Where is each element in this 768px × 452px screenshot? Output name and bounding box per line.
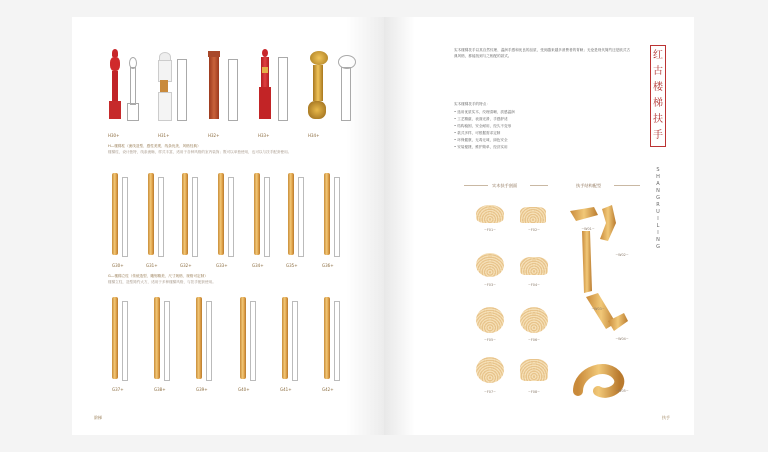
label-h34: H34+ (308, 133, 320, 138)
post-h31-outline (176, 59, 186, 119)
section-left-heading: 实木扶手剖面 (492, 183, 518, 188)
left-page (72, 17, 384, 435)
label-g38: G38+ (154, 387, 166, 392)
profile-f04 (520, 257, 548, 275)
label-g42: G42+ (322, 387, 334, 392)
baluster-g35-outline (298, 177, 304, 257)
baluster-g32-outline (192, 177, 198, 257)
baluster-g37-outline (122, 301, 128, 381)
profile-label-f01: ~F01~ (484, 228, 496, 232)
feature-bullet-3: • 结构稳固，安全耐用，经久不变形 (454, 124, 512, 128)
baluster-g32 (182, 173, 188, 255)
baluster-g36 (324, 173, 330, 255)
profile-f08 (520, 359, 548, 381)
connector-label-w01: ~W01~ (581, 227, 595, 231)
baluster-g30 (112, 173, 118, 255)
title-english: SHANGRUILING (656, 167, 662, 250)
post-h34-outline (334, 55, 356, 119)
profile-f02 (520, 207, 546, 223)
baluster-g39-outline (206, 301, 212, 381)
label-g35: G35+ (286, 263, 298, 268)
title-char-5: 扶 (653, 114, 663, 125)
baluster-g34 (254, 173, 260, 255)
baluster-g41-outline (292, 301, 298, 381)
vertical-title (650, 45, 666, 147)
baluster-g33-outline (228, 177, 234, 257)
label-h31: H31+ (158, 133, 170, 138)
feature-bullet-5: • 环保健康，无毒无味，绿色安全 (454, 138, 508, 142)
baluster-g42 (324, 297, 330, 379)
label-h33: H33+ (258, 133, 270, 138)
connector-w04 (586, 293, 628, 331)
row1-description: 楼梯柱，设计独特，线条流畅，样式丰富，适用于各种风格的室内装饰；既可以单独使用，也可以与扶手配套使用。 (108, 150, 292, 154)
baluster-g31 (148, 173, 154, 255)
post-h31-white (156, 52, 172, 119)
baluster-g37 (112, 297, 118, 379)
profile-f07 (476, 357, 504, 383)
feature-bullet-6: • 安装便捷，维护简单，经济实用 (454, 145, 508, 149)
section-left-line-a (464, 185, 488, 186)
label-g34: G34+ (252, 263, 264, 268)
connector-label-w04: ~W04~ (615, 337, 629, 341)
profile-f01 (476, 205, 504, 223)
baluster-g34-outline (264, 177, 270, 257)
label-h32: H32+ (208, 133, 220, 138)
post-h32-outline (227, 59, 237, 119)
profile-label-f03: ~F03~ (484, 283, 496, 287)
section-right-line (614, 185, 640, 186)
title-char-1: 红 (653, 50, 663, 61)
label-g31: G31+ (146, 263, 158, 268)
profile-label-f02: ~F02~ (528, 228, 540, 232)
baluster-g42-outline (334, 301, 340, 381)
title-char-6: 手 (653, 130, 663, 141)
row2-description: 楼梯立柱，造型简约大方，适用于多种楼梯风格，与扶手配套使用。 (108, 280, 216, 284)
section-left-line-b (530, 185, 548, 186)
label-g37: G37+ (112, 387, 124, 392)
post-h34-gold (304, 51, 330, 119)
label-g30: G30+ (112, 263, 124, 268)
title-char-4: 梯 (653, 98, 663, 109)
profile-label-f05: ~F05~ (484, 338, 496, 342)
baluster-g35 (288, 173, 294, 255)
profile-f06 (520, 307, 548, 333)
label-h30: H30+ (108, 133, 120, 138)
feature-bullet-4: • 款式多样，可根据需求定制 (454, 131, 501, 135)
post-h33-red (258, 49, 272, 119)
label-g32: G32+ (180, 263, 192, 268)
title-char-3: 楼 (653, 82, 663, 93)
label-g41: G41+ (280, 387, 292, 392)
profile-f05 (476, 307, 504, 333)
feature-bullet-1: • 选用优质实木，纹理清晰，质感温润 (454, 110, 515, 114)
baluster-g38-outline (164, 301, 170, 381)
baluster-g33 (218, 173, 224, 255)
label-g40: G40+ (238, 387, 250, 392)
connector-w03 (600, 205, 616, 241)
post-h30-red (108, 49, 122, 119)
post-h32-wood (206, 51, 222, 119)
left-page-number: 阶梯 (94, 415, 102, 420)
label-g33: G33+ (216, 263, 228, 268)
label-g39: G39+ (196, 387, 208, 392)
profile-label-f06: ~F06~ (528, 338, 540, 342)
profile-f03 (476, 253, 504, 277)
section-right-heading: 扶手结构配型 (576, 183, 602, 188)
row2-caption: G—楼梯立柱（传统造型、雕刻精美、尺寸规格、规格可定制） (108, 274, 208, 278)
baluster-g31-outline (158, 177, 164, 257)
intro-paragraph: 实木楼梯扶手以其自然纹理、温润手感和优良的品质，受到越来越多消费者的青睐；无论是现代简约还是欧式古典风格，都能找到与之相配的款式。 (454, 48, 631, 58)
baluster-g40-outline (250, 301, 256, 381)
baluster-g36-outline (334, 177, 340, 257)
connector-illustrations (568, 201, 638, 411)
baluster-g30-outline (122, 177, 128, 257)
profile-label-f04: ~F04~ (528, 283, 540, 287)
intro-subheading: 实木楼梯扶手的特点： (454, 102, 490, 106)
post-h30-outline (127, 57, 137, 119)
connector-label-w02: ~W02~ (615, 253, 629, 257)
row1-caption: H—楼梯柱（流线造型、感性美观、线条优美、风格经典） (108, 144, 201, 148)
baluster-g40 (240, 297, 246, 379)
profile-label-f07: ~F07~ (484, 390, 496, 394)
title-char-2: 古 (653, 66, 663, 77)
baluster-g41 (282, 297, 288, 379)
right-page-number: 扶手 (662, 415, 670, 420)
connector-label-w05: ~W05~ (615, 389, 629, 393)
connector-label-w03: ~W03~ (591, 307, 605, 311)
baluster-g39 (196, 297, 202, 379)
feature-bullet-2: • 工艺精湛，表面光滑，手感舒适 (454, 117, 508, 121)
right-page (384, 17, 694, 435)
connector-w01 (570, 207, 598, 221)
profile-label-f08: ~F08~ (528, 390, 540, 394)
baluster-g38 (154, 297, 160, 379)
connector-w02 (582, 231, 592, 293)
post-h33-outline (277, 57, 287, 119)
label-g36: G36+ (322, 263, 334, 268)
